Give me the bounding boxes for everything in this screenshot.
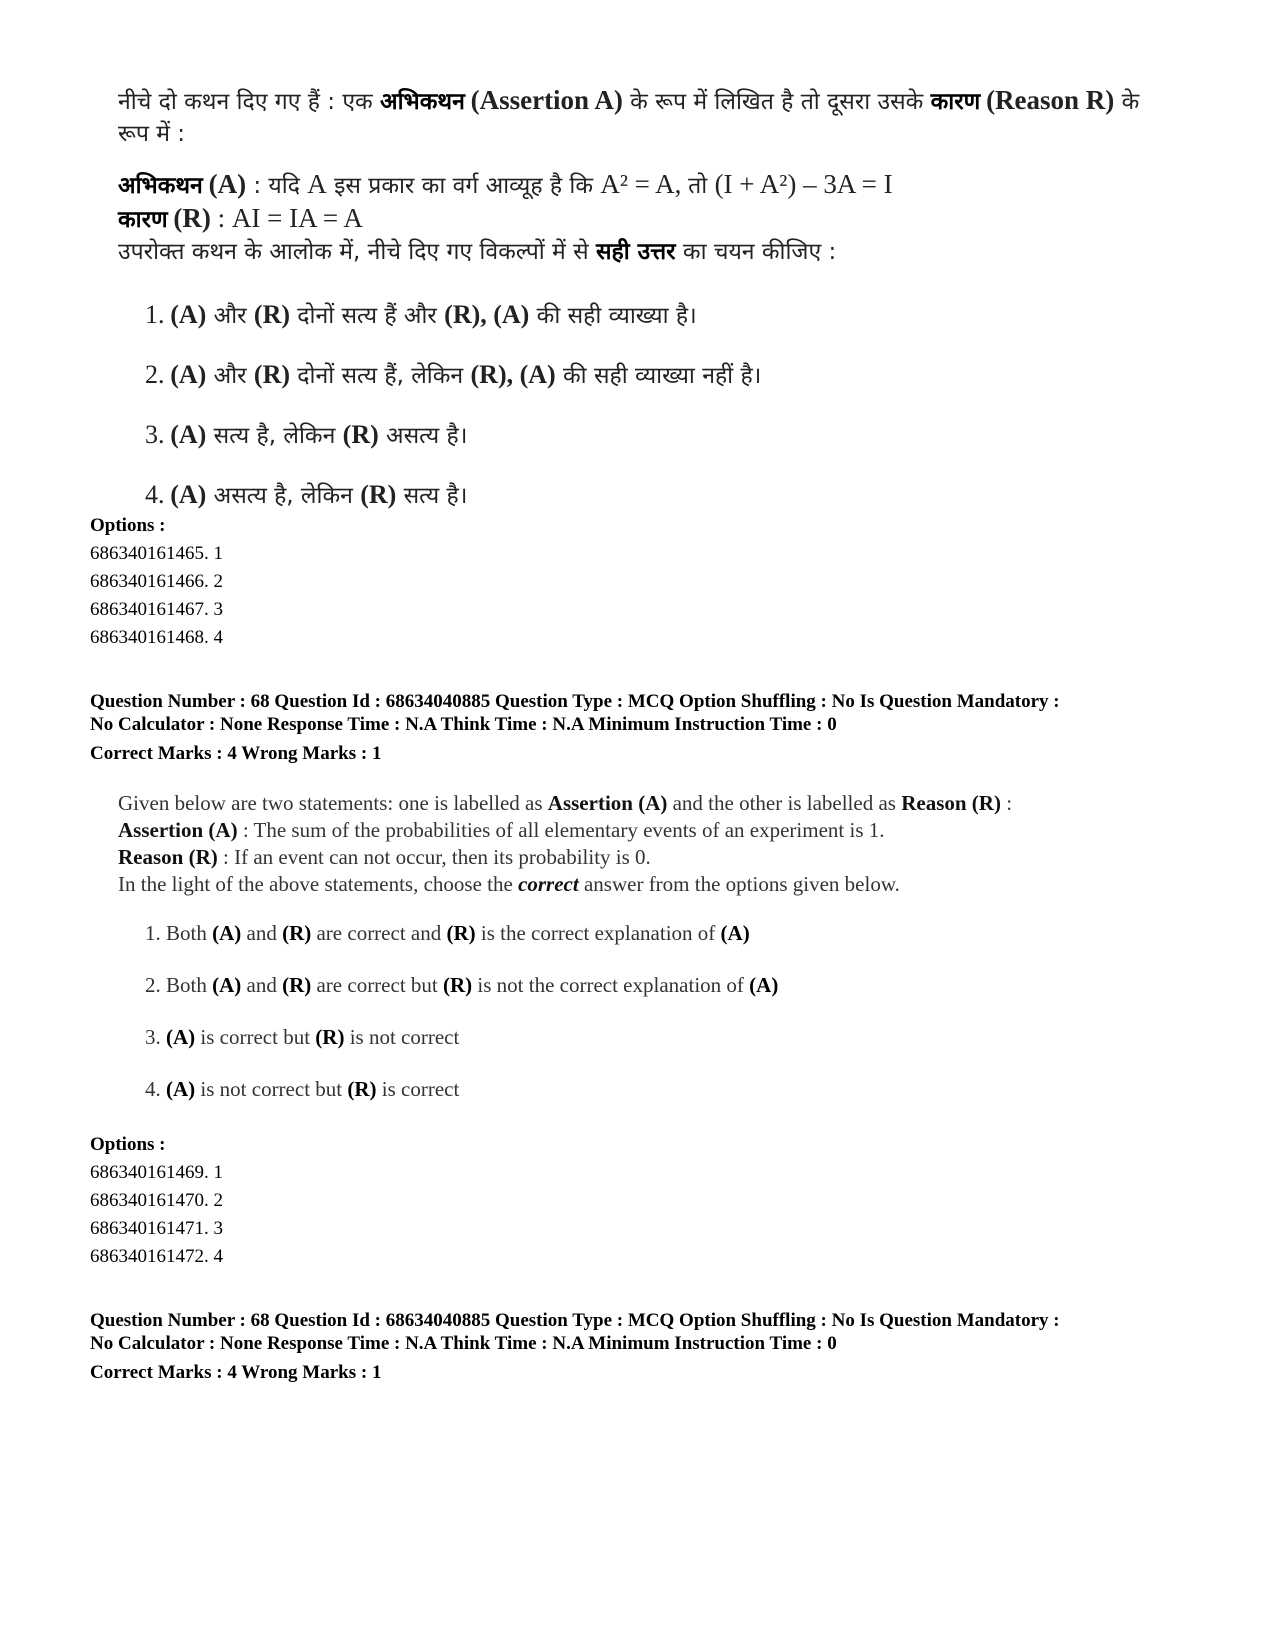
option-r: (R),: [444, 300, 487, 329]
option-id: 686340161465. 1: [90, 543, 223, 564]
hindi-assertion-text-b: इस प्रकार का वर्ग आव्यूह है कि: [326, 173, 601, 199]
hindi-intro-text-2: के रूप में लिखित है तो दूसरा उसके: [622, 89, 931, 115]
option-text: is correct: [376, 1077, 460, 1101]
option-a: (A): [212, 973, 242, 997]
option-text: is correct but: [195, 1025, 316, 1049]
meta-line-1: Question Number : 68 Question Id : 68634040885 Question Type : MCQ Option Shuffling : No Is Question Mandatory :: [90, 1310, 1060, 1331]
option-text: की सही व्याख्या नहीं है।: [555, 363, 762, 389]
english-option-1: [145, 920, 1178, 972]
meta-line-2: No Calculator : None Response Time : N.A Think Time : N.A Minimum Instruction Time : 0: [90, 714, 837, 735]
instruction-text: In the light of the above statements, choose the: [118, 872, 519, 896]
option-text: is not the correct explanation of: [472, 973, 750, 997]
hindi-option-2: [145, 358, 1178, 418]
option-id: 686340161468. 4: [90, 627, 223, 648]
english-assertion: [118, 817, 1178, 844]
option-text: is the correct explanation of: [475, 921, 721, 945]
option-a: (A): [513, 360, 556, 389]
options-block-1: [90, 512, 223, 652]
hindi-reason-word: कारण: [930, 89, 981, 115]
hindi-instruction-text-2: का चयन कीजिए :: [675, 239, 837, 265]
option-r: (R): [360, 480, 397, 509]
options-header: Options :: [90, 1134, 166, 1155]
marks-line: Correct Marks : 4 Wrong Marks : 1: [90, 743, 382, 764]
english-option-2: [145, 972, 1178, 1024]
option-text: असत्य है, लेकिन: [206, 483, 361, 509]
option-a: (A): [749, 973, 779, 997]
option-a: (A): [170, 300, 207, 329]
option-r: (R): [347, 1077, 377, 1101]
english-option-4: [145, 1076, 1178, 1128]
hindi-option-4: [145, 478, 1178, 538]
english-reason: [118, 844, 1178, 871]
option-r: (R): [443, 973, 473, 997]
option-r: (R),: [470, 360, 514, 389]
reason-label: Reason (R): [901, 791, 1001, 815]
meta-line-1: Question Number : 68 Question Id : 68634040885 Question Type : MCQ Option Shuffling : No Is Question Mandatory :: [90, 691, 1060, 712]
assertion-a-label: (Assertion A): [470, 85, 623, 115]
option-a: (A): [486, 300, 530, 329]
option-r: (R): [253, 300, 290, 329]
option-id: 686340161470. 2: [90, 1190, 223, 1211]
option-r: (R): [446, 921, 476, 945]
option-text: 3.: [145, 1025, 166, 1049]
hindi-intro-text-3: के: [1114, 89, 1140, 115]
equation-identity: (I + A²) – 3A = I: [714, 169, 893, 199]
question-meta-2: [90, 1309, 1210, 1384]
hindi-reason: [118, 202, 1178, 236]
option-text: सत्य है, लेकिन: [206, 423, 343, 449]
hindi-assertion-a: (A): [208, 169, 247, 199]
english-options-list: [145, 920, 1178, 1128]
hindi-reason-r: (R): [173, 203, 211, 233]
equation-ai-ia: : AI = IA = A: [210, 203, 363, 233]
option-text: असत्य है।: [378, 423, 468, 449]
equation-a-squared: A² = A,: [600, 169, 689, 199]
option-number: 1.: [145, 300, 165, 329]
option-a: (A): [166, 1025, 196, 1049]
option-r: (R): [342, 420, 379, 449]
hindi-assertion-label: अभिकथन: [118, 173, 203, 199]
option-text: दोनों सत्य हैं और: [290, 303, 445, 329]
option-text: दोनों सत्य हैं, लेकिन: [290, 363, 471, 389]
option-id: 686340161472. 4: [90, 1246, 223, 1267]
option-number: 4.: [145, 480, 165, 509]
hindi-instruction: [118, 236, 1178, 268]
intro-text: Given below are two statements: one is labelled as: [118, 791, 548, 815]
correct-word: correct: [518, 872, 579, 896]
option-text: और: [206, 303, 254, 329]
hindi-instruction-text: उपरोक्त कथन के आलोक में, नीचे दिए गए विकल्पों में से: [118, 239, 596, 265]
option-text: and: [241, 973, 283, 997]
hindi-assertion: [118, 168, 1178, 202]
reason-r-label: (Reason R): [986, 85, 1115, 115]
options-block-2: [90, 1131, 223, 1271]
hindi-assertion-word: अभिकथन: [380, 89, 465, 115]
option-text: की सही व्याख्या है।: [529, 303, 697, 329]
option-text: are correct but: [311, 973, 443, 997]
option-a: (A): [170, 360, 207, 389]
meta-line-2: No Calculator : None Response Time : N.A Think Time : N.A Minimum Instruction Time : 0: [90, 1333, 837, 1354]
hindi-intro-text: नीचे दो कथन दिए गए हैं : एक: [118, 89, 381, 115]
option-a: (A): [212, 921, 242, 945]
hindi-option-3: [145, 418, 1178, 478]
option-r: (R): [282, 973, 312, 997]
hindi-intro-line-1: [118, 84, 1178, 118]
reason-label: Reason (R): [118, 845, 218, 869]
hindi-intro-line-2: रूप में :: [118, 121, 186, 147]
intro-text: :: [1000, 791, 1013, 815]
option-text: 4.: [145, 1077, 166, 1101]
intro-text: and the other is labelled as: [667, 791, 902, 815]
hindi-correct-answer: सही उत्तर: [595, 239, 676, 265]
option-text: सत्य है।: [396, 483, 468, 509]
marks-line: Correct Marks : 4 Wrong Marks : 1: [90, 1362, 382, 1383]
assertion-label: Assertion (A): [118, 818, 238, 842]
option-r: (R): [253, 360, 290, 389]
hindi-reason-label: कारण: [118, 207, 168, 233]
option-a: (A): [170, 420, 207, 449]
reason-text: : If an event can not occur, then its probability is 0.: [217, 845, 651, 869]
option-text: 1. Both: [145, 921, 213, 945]
option-id: 686340161467. 3: [90, 599, 223, 620]
hindi-assertion-text-a: : यदि: [246, 173, 308, 199]
hindi-question: [118, 84, 1178, 538]
english-option-3: [145, 1024, 1178, 1076]
english-instruction: [118, 871, 1178, 898]
matrix-a: A: [307, 169, 327, 199]
option-id: 686340161469. 1: [90, 1162, 223, 1183]
hindi-assertion-text-c: तो: [688, 173, 715, 199]
option-a: (A): [166, 1077, 196, 1101]
option-text: and: [241, 921, 283, 945]
english-question: [118, 790, 1178, 1128]
option-text: are correct and: [311, 921, 447, 945]
question-meta-1: [90, 690, 1210, 765]
option-id: 686340161471. 3: [90, 1218, 223, 1239]
option-r: (R): [315, 1025, 345, 1049]
option-id: 686340161466. 2: [90, 571, 223, 592]
instruction-text: answer from the options given below.: [578, 872, 900, 896]
english-intro: [118, 790, 1178, 817]
option-r: (R): [282, 921, 312, 945]
option-a: (A): [720, 921, 750, 945]
option-number: 3.: [145, 420, 165, 449]
option-number: 2.: [145, 360, 165, 389]
hindi-option-1: [145, 298, 1178, 358]
option-text: is not correct: [344, 1025, 460, 1049]
assertion-label: Assertion (A): [547, 791, 668, 815]
option-text: 2. Both: [145, 973, 213, 997]
options-header: Options :: [90, 515, 166, 536]
hindi-options-list: [145, 298, 1178, 538]
option-text: is not correct but: [195, 1077, 348, 1101]
option-text: और: [206, 363, 254, 389]
assertion-text: : The sum of the probabilities of all elementary events of an experiment is 1.: [237, 818, 885, 842]
option-a: (A): [170, 480, 207, 509]
